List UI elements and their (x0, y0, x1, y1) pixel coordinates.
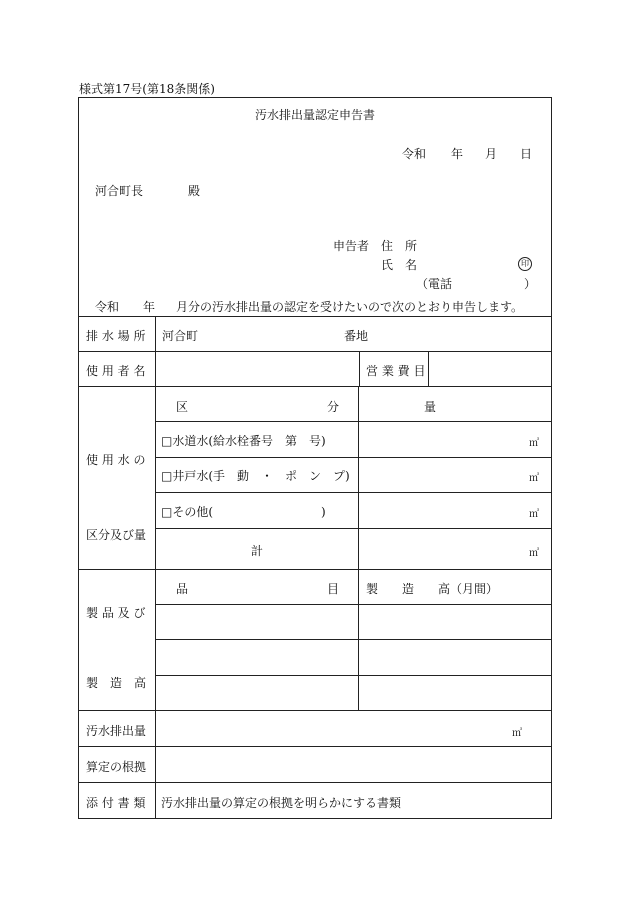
row-line (155, 639, 552, 640)
products-label-bottom: 製 造 高 (86, 676, 147, 690)
tap-label: 水道水(給水栓番号 第 号) (172, 434, 326, 448)
declaration-era: 令和 (95, 300, 120, 314)
well-checkbox[interactable]: □ (161, 469, 173, 483)
water-header-amount: 量 (424, 400, 437, 414)
water-total-label: 計 (251, 544, 264, 558)
row-line (78, 316, 552, 317)
phone-close: ） (524, 277, 537, 291)
name-label: 氏 名 (381, 258, 418, 272)
column-line (428, 351, 429, 386)
form-number: 様式第17号(第18条関係) (79, 82, 215, 96)
discharge-unit: ㎥ (512, 728, 522, 739)
row-line (155, 528, 552, 529)
products-header-item-1: 品 (176, 582, 189, 596)
products-header-item-2: 目 (327, 582, 340, 596)
addressee-honorific: 殿 (188, 184, 201, 198)
attachments-label: 添 付 書 類 (86, 796, 146, 810)
declaration-year: 年 (143, 300, 156, 314)
water-item-tap (161, 432, 326, 449)
basis-label: 算定の根拠 (86, 760, 147, 774)
well-unit: ㎥ (529, 473, 539, 484)
well-label: 井戸水(手 動 ・ ポ ン プ) (172, 469, 350, 483)
date-era: 令和 (402, 147, 427, 161)
row-line (78, 351, 552, 352)
column-line (359, 351, 360, 386)
other-unit: ㎥ (529, 509, 539, 520)
water-label-bottom: 区分及び量 (86, 528, 147, 542)
form-title: 汚水排出量認定申告書 (254, 108, 375, 122)
row-line (155, 675, 552, 676)
attachments-value: 汚水排出量の算定の根拠を明らかにする書類 (161, 796, 402, 810)
tap-checkbox[interactable]: □ (161, 434, 173, 448)
tap-unit: ㎥ (529, 438, 539, 449)
table-border-top (78, 97, 552, 98)
column-line (358, 386, 359, 569)
seal-mark (518, 255, 532, 271)
location-label: 排 水 場 所 (86, 329, 146, 343)
products-label-top: 製 品 及 び (86, 606, 146, 620)
row-line (155, 492, 552, 493)
declaration-text: 月分の汚水排出量の認定を受けたいので次のとおり申告します。 (176, 300, 524, 314)
row-line (78, 710, 552, 711)
location-banchi: 番地 (344, 329, 369, 343)
date-month: 月 (485, 147, 498, 161)
seal-glyph: 印 (518, 257, 532, 271)
row-line (78, 386, 552, 387)
water-item-well (161, 467, 350, 484)
row-line (78, 746, 552, 747)
addressee-name: 河合町長 (95, 184, 144, 198)
applicant-label: 申告者 (333, 239, 370, 253)
row-line (155, 457, 552, 458)
water-total-unit: ㎥ (529, 548, 539, 559)
other-checkbox[interactable]: □ (161, 505, 173, 519)
row-line (155, 604, 552, 605)
address-label: 住 所 (381, 239, 418, 253)
other-label: その他( ) (172, 505, 326, 519)
water-label-top: 使 用 水 の (86, 453, 146, 467)
row-line (78, 782, 552, 783)
water-header-kubun-1: 区 (176, 400, 189, 414)
location-town: 河合町 (162, 329, 199, 343)
discharge-label: 汚水排出量 (86, 724, 147, 738)
user-label: 使 用 者 名 (86, 364, 146, 378)
products-header-production: 製 造 高（月間） (366, 582, 499, 596)
table-border-bottom (78, 818, 552, 819)
phone-open: （電話 (416, 277, 453, 291)
water-item-other (161, 503, 326, 520)
row-line (155, 421, 552, 422)
date-year: 年 (451, 147, 464, 161)
business-label: 営 業 費 目 (366, 364, 426, 378)
date-day: 日 (520, 147, 533, 161)
label-column-line (155, 316, 156, 818)
row-line (78, 569, 552, 570)
water-header-kubun-2: 分 (327, 400, 340, 414)
column-line (358, 569, 359, 710)
